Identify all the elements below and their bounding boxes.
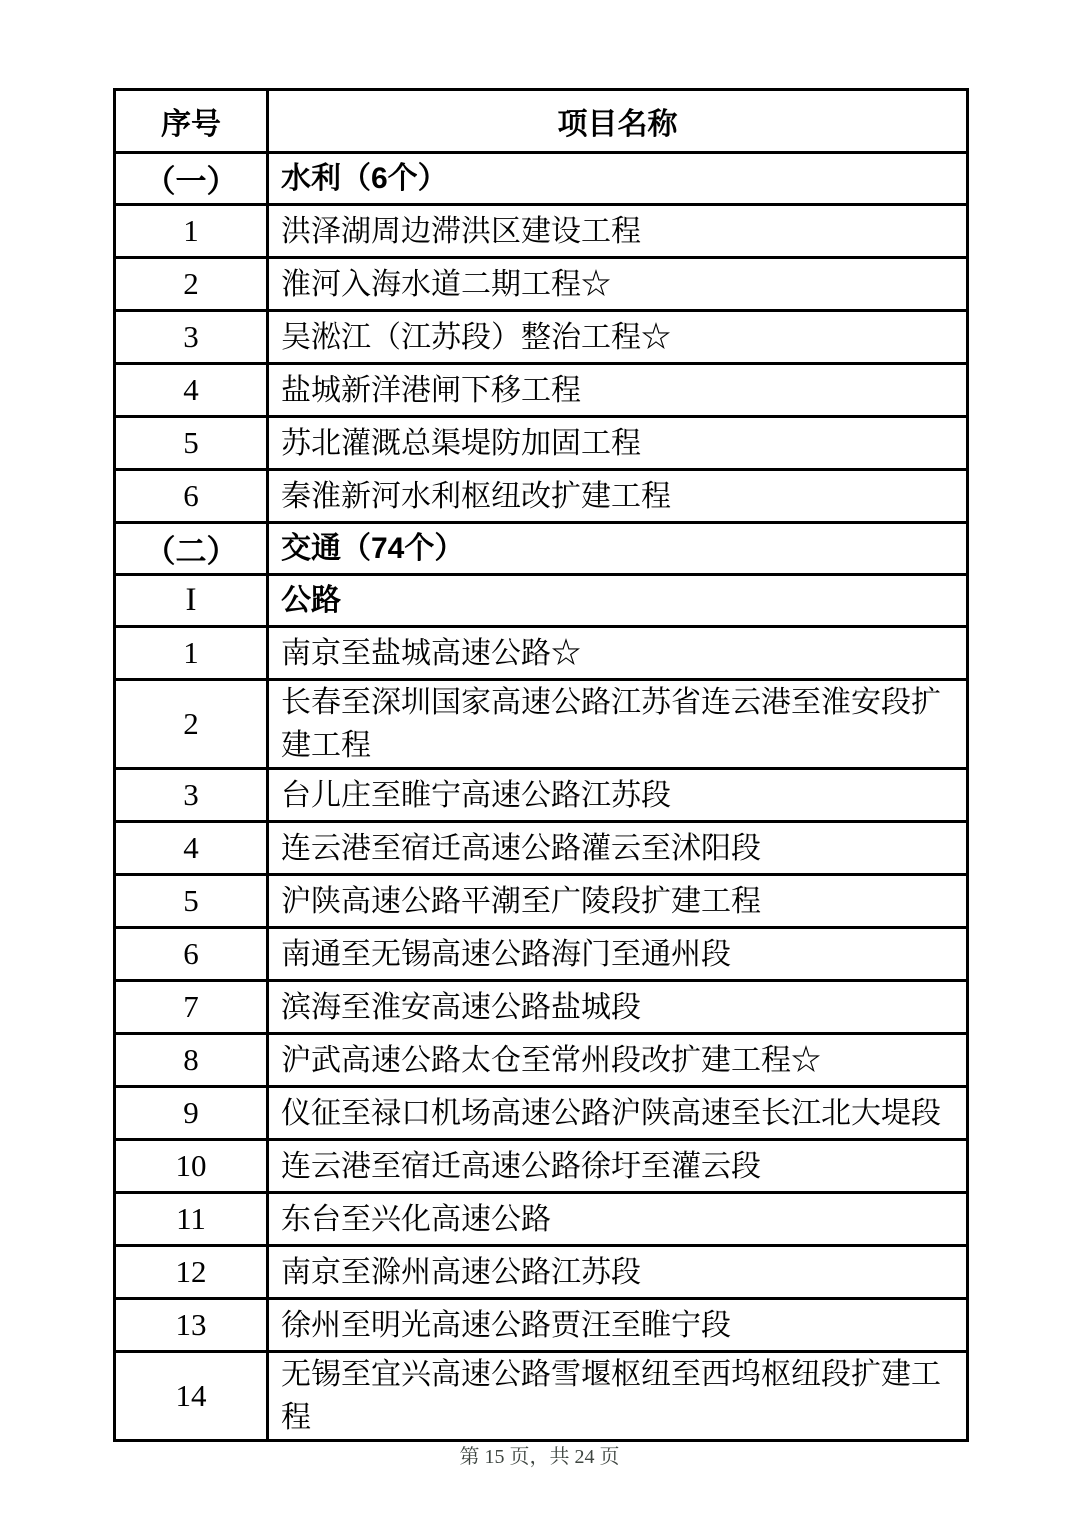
row-seq: 8 [115, 1034, 268, 1087]
table-row [115, 153, 968, 205]
row-seq: 1 [115, 205, 268, 258]
table-row [115, 364, 968, 417]
table-header-row [115, 90, 968, 153]
row-seq: 10 [115, 1140, 268, 1193]
row-name: 无锡至宜兴高速公路雪堰枢纽至西坞枢纽段扩建工程 [268, 1352, 968, 1441]
row-seq: 9 [115, 1087, 268, 1140]
table-row [115, 981, 968, 1034]
row-seq: 12 [115, 1246, 268, 1299]
row-seq: 11 [115, 1193, 268, 1246]
row-seq: 14 [115, 1352, 268, 1441]
row-name: 沪武高速公路太仓至常州段改扩建工程☆ [268, 1034, 968, 1087]
table-row [115, 311, 968, 364]
row-name: 南京至盐城高速公路☆ [268, 627, 968, 680]
table-row [115, 875, 968, 928]
table-row [115, 680, 968, 769]
row-name: 南京至滁州高速公路江苏段 [268, 1246, 968, 1299]
table-row [115, 205, 968, 258]
row-name: 南通至无锡高速公路海门至通州段 [268, 928, 968, 981]
row-name: 连云港至宿迁高速公路灌云至沭阳段 [268, 822, 968, 875]
row-name: 徐州至明光高速公路贾汪至睢宁段 [268, 1299, 968, 1352]
table-row [115, 928, 968, 981]
row-seq: I [115, 575, 268, 627]
row-seq: 3 [115, 769, 268, 822]
table-row [115, 523, 968, 575]
row-seq: （一） [115, 153, 268, 205]
row-seq: 4 [115, 822, 268, 875]
row-name: 公路 [268, 575, 968, 627]
row-seq: 5 [115, 417, 268, 470]
row-seq: 6 [115, 928, 268, 981]
table-row [115, 1087, 968, 1140]
row-name: 淮河入海水道二期工程☆ [268, 258, 968, 311]
table-row [115, 1352, 968, 1441]
row-name: 仪征至禄口机场高速公路沪陕高速至长江北大堤段 [268, 1087, 968, 1140]
table-row [115, 769, 968, 822]
row-seq: 2 [115, 680, 268, 769]
header-project-name: 项目名称 [268, 90, 968, 153]
row-seq: 4 [115, 364, 268, 417]
table-row [115, 575, 968, 627]
table-row [115, 1034, 968, 1087]
row-seq: 1 [115, 627, 268, 680]
row-name: 长春至深圳国家高速公路江苏省连云港至淮安段扩建工程 [268, 680, 968, 769]
row-name: 水利（6个） [268, 153, 968, 205]
header-seq: 序号 [115, 90, 268, 153]
row-name: 秦淮新河水利枢纽改扩建工程 [268, 470, 968, 523]
projects-table-container [113, 88, 969, 1442]
table-row [115, 1246, 968, 1299]
row-seq: 6 [115, 470, 268, 523]
table-row [115, 1193, 968, 1246]
table-row [115, 822, 968, 875]
table-row [115, 1299, 968, 1352]
row-seq: 7 [115, 981, 268, 1034]
row-name: 交通（74个） [268, 523, 968, 575]
row-seq: （二） [115, 523, 268, 575]
table-row [115, 258, 968, 311]
row-name: 吴淞江（江苏段）整治工程☆ [268, 311, 968, 364]
table-row [115, 470, 968, 523]
row-seq: 2 [115, 258, 268, 311]
row-name: 台儿庄至睢宁高速公路江苏段 [268, 769, 968, 822]
page-indicator: 第 15 页，共 24 页 [459, 1446, 620, 1468]
row-name: 滨海至淮安高速公路盐城段 [268, 981, 968, 1034]
row-seq: 3 [115, 311, 268, 364]
row-name: 沪陕高速公路平潮至广陵段扩建工程 [268, 875, 968, 928]
row-name: 东台至兴化高速公路 [268, 1193, 968, 1246]
row-seq: 5 [115, 875, 268, 928]
row-name: 盐城新洋港闸下移工程 [268, 364, 968, 417]
row-name: 苏北灌溉总渠堤防加固工程 [268, 417, 968, 470]
projects-table [113, 88, 969, 1442]
table-row [115, 1140, 968, 1193]
row-name: 洪泽湖周边滞洪区建设工程 [268, 205, 968, 258]
table-row [115, 627, 968, 680]
row-seq: 13 [115, 1299, 268, 1352]
table-row [115, 417, 968, 470]
row-name: 连云港至宿迁高速公路徐圩至灌云段 [268, 1140, 968, 1193]
